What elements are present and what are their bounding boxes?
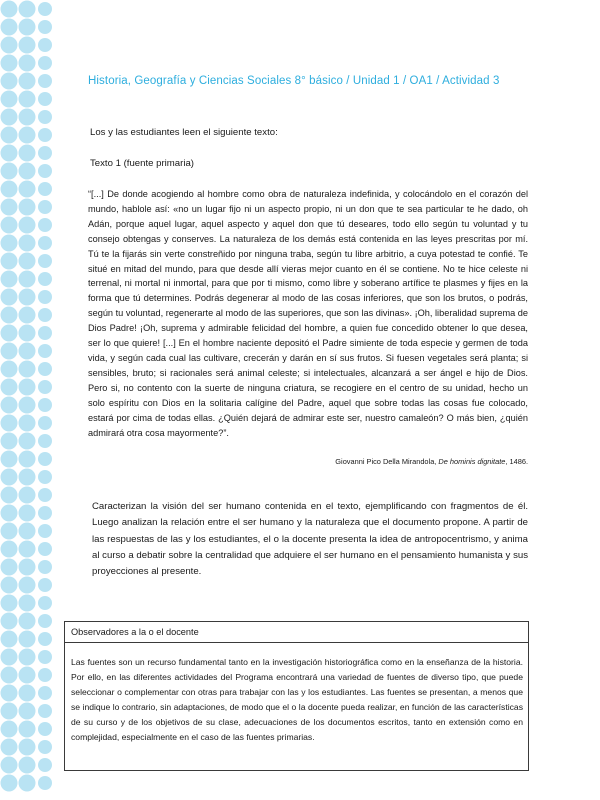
decorative-dot xyxy=(1,181,18,198)
decorative-dot xyxy=(19,127,36,144)
decorative-dot xyxy=(1,271,18,288)
decorative-dot xyxy=(1,685,18,702)
decorative-dot xyxy=(38,272,52,286)
decorative-dot xyxy=(38,596,52,610)
decorative-dot xyxy=(38,92,52,106)
decorative-dot xyxy=(1,667,18,684)
decorative-dot xyxy=(1,91,18,108)
decorative-dot xyxy=(38,398,52,412)
source-label: Texto 1 (fuente primaria) xyxy=(90,158,194,169)
decorative-dot xyxy=(1,307,18,324)
decorative-dot xyxy=(19,217,36,234)
decorative-dot xyxy=(19,109,36,126)
decorative-dot xyxy=(38,2,52,16)
decorative-dot xyxy=(19,595,36,612)
decorative-dot xyxy=(38,650,52,664)
decorative-dot xyxy=(1,127,18,144)
decorative-dot xyxy=(38,56,52,70)
decorative-dot xyxy=(19,415,36,432)
decorative-dot xyxy=(19,37,36,54)
decorative-dot xyxy=(19,199,36,216)
decorative-dot xyxy=(1,235,18,252)
decorative-dot xyxy=(1,199,18,216)
decorative-dot xyxy=(19,487,36,504)
decorative-dot xyxy=(38,218,52,232)
decorative-dot xyxy=(19,361,36,378)
decorative-dot xyxy=(19,325,36,342)
decorative-dot xyxy=(19,775,36,792)
decorative-dot xyxy=(38,290,52,304)
decorative-dot xyxy=(38,632,52,646)
decorative-dot xyxy=(38,128,52,142)
decorative-dot xyxy=(1,775,18,792)
decorative-dot xyxy=(1,289,18,306)
decorative-dot xyxy=(19,739,36,756)
decorative-dot xyxy=(19,613,36,630)
decorative-dot xyxy=(1,253,18,270)
activity-instructions: Caracterizan la visión del ser humano contenida en el texto, ejemplificando con fragmentos de él. Luego analizan la relación entre el ser humano y la naturaleza que el documento propone. A partir de las respuestas de las y los estudiantes, el o la docente presenta la idea de antropocentrismo, y anima al curso a debatir sobre la centralidad que adquiere el ser humano en el pensamiento humanista y sus proyecciones al presente. xyxy=(92,501,528,578)
decorative-dot xyxy=(1,721,18,738)
decorative-dot xyxy=(19,523,36,540)
decorative-dot xyxy=(1,379,18,396)
decorative-dot xyxy=(38,344,52,358)
decorative-dot xyxy=(19,469,36,486)
decorative-dot xyxy=(1,73,18,90)
decorative-dot xyxy=(19,703,36,720)
decorative-dot xyxy=(1,559,18,576)
citation-work: De hominis dignitate xyxy=(438,457,506,466)
decorative-dot xyxy=(19,145,36,162)
decorative-dot xyxy=(38,722,52,736)
decorative-dot xyxy=(38,20,52,34)
teacher-notes-title: Observadores a la o el docente xyxy=(71,627,199,637)
decorative-dot xyxy=(19,91,36,108)
decorative-dot xyxy=(38,200,52,214)
decorative-dot xyxy=(38,182,52,196)
decorative-dot xyxy=(1,613,18,630)
decorative-dot xyxy=(38,614,52,628)
decorative-dot xyxy=(19,253,36,270)
decorative-dot xyxy=(1,595,18,612)
decorative-dot xyxy=(38,470,52,484)
decorative-dot xyxy=(1,343,18,360)
decorative-dot xyxy=(38,686,52,700)
decorative-dot xyxy=(38,758,52,772)
decorative-dot xyxy=(19,559,36,576)
teacher-notes-body: Las fuentes son un recurso fundamental tanto en la investigación historiográfica como en la enseñanza de la historia. Por ello, en las diferentes actividades del Programa encontrará una variedad de fuentes de diverso tipo, que puede seleccionar o complementar con otras para trabajar con las y los estudiantes. Las fuentes se presentan, a menos que se indique lo contrario, sin adaptaciones, de modo que el o la docente pueda realizar, en función de las características de su curso y de los objetivos de su clase, adecuaciones de los documentos escritos, tanto en extensión como en complejidad, especialmente en el caso de las fuentes primarias. xyxy=(71,657,523,742)
decorative-dot xyxy=(38,380,52,394)
decorative-dot xyxy=(38,38,52,52)
decorative-dot xyxy=(1,37,18,54)
decorative-dot xyxy=(1,505,18,522)
decorative-dot xyxy=(38,506,52,520)
decorative-dot xyxy=(38,524,52,538)
decorative-dot xyxy=(1,325,18,342)
decorative-dot xyxy=(19,433,36,450)
decorative-dot xyxy=(19,649,36,666)
decorative-dot xyxy=(19,577,36,594)
decorative-dot xyxy=(1,451,18,468)
decorative-dot xyxy=(19,73,36,90)
decorative-dot xyxy=(38,704,52,718)
decorative-dot xyxy=(19,343,36,360)
decorative-dot xyxy=(38,740,52,754)
decorative-dot xyxy=(19,721,36,738)
decorative-dot xyxy=(1,523,18,540)
decorative-dot xyxy=(19,181,36,198)
decorative-dot xyxy=(38,326,52,340)
decorative-dot xyxy=(38,164,52,178)
decorative-dot xyxy=(19,505,36,522)
source-citation xyxy=(335,457,528,466)
decorative-dot xyxy=(1,361,18,378)
decorative-dot xyxy=(38,434,52,448)
citation-author: Giovanni Pico Della Mirandola, xyxy=(335,457,437,466)
decorative-dot xyxy=(1,397,18,414)
dot-pattern xyxy=(0,0,62,800)
decorative-dot xyxy=(19,397,36,414)
decorative-dot xyxy=(19,271,36,288)
decorative-dot xyxy=(1,415,18,432)
decorative-dot xyxy=(1,163,18,180)
decorative-dot xyxy=(1,1,18,18)
decorative-dot xyxy=(1,433,18,450)
decorative-dot xyxy=(38,254,52,268)
decorative-dot xyxy=(38,308,52,322)
decorative-dot xyxy=(1,631,18,648)
decorative-dot xyxy=(19,1,36,18)
decorative-dot xyxy=(19,19,36,36)
decorative-dot xyxy=(1,541,18,558)
intro-text: Los y las estudiantes leen el siguiente texto: xyxy=(90,127,278,138)
decorative-dot xyxy=(38,452,52,466)
divider xyxy=(65,642,528,643)
decorative-dot xyxy=(1,649,18,666)
decorative-dot xyxy=(1,577,18,594)
decorative-dot xyxy=(1,757,18,774)
decorative-dot xyxy=(1,703,18,720)
decorative-dot xyxy=(38,362,52,376)
decorative-dot xyxy=(19,289,36,306)
decorative-dot xyxy=(38,110,52,124)
decorative-dot xyxy=(1,469,18,486)
decorative-dot xyxy=(38,146,52,160)
decorative-dot xyxy=(38,560,52,574)
teacher-notes-box xyxy=(64,621,529,771)
primary-source-quote: “[...] De donde acogiendo al hombre como obra de naturaleza indefinida, y colocándolo en el corazón del mundo, hablole así: «no un lugar fijo ni un aspecto propio, ni un don que te sea particular te he dado, oh Adán, porque aquel lugar, aquel aspecto y aquel don que tú deseares, todo ello según tu voluntad y tu consejo obtengas y conserves. La naturaleza de los demás está contenida en las leyes prescritas por mí. Tú te la fijarás sin verte constreñido por ninguna traba, según tu libre arbitrio, a cuya potestad te confié. Te situé en mitad del mundo, para que desde allí vieras mejor cuanto en él se contiene. No te hice celeste ni terrenal, ni mortal ni inmortal, para que por ti mismo, como libre y soberano artífice te plasmes y fijes en la forma que tú determines. Podrás degenerar al modo de las cosas inferiores, que son los brutos, o podrás, según tu voluntad, regenerarte al modo de las superiores, que son las divinas». ¡Oh, liberalidad suprema de Dios Padre! ¡Oh, suprema y admirable felicidad del hombre, a quien fue concedido obtener lo que desea, ser lo que quiere! [...] En el hombre naciente depositó el Padre simiente de toda especie y germen de toda vida, y según cada cual las cultivare, crecerán y darán en sí sus frutos. Si fuesen vegetales será planta; si sensibles, bruto; si racionales será animal celeste; si intelectuales, alcanzará a ser ángel e hijo de Dios. Pero si, no contento con la suerte de ninguna criatura, se recogiere en el centro de su unidad, hecho un solo espíritu con Dios en la solitaria calígine del Padre, aquel que sobre todas las cosas fue colocado, estará por cima de todas ellas. ¿Quién dejará de admirar este ser, nuestro camaleón? O más bien, ¿quién admirará otra cosa mayormente?”. xyxy=(88,189,528,438)
decorative-dot xyxy=(19,307,36,324)
decorative-dot xyxy=(19,631,36,648)
decorative-dot xyxy=(19,685,36,702)
decorative-dot xyxy=(38,668,52,682)
decorative-dot xyxy=(38,416,52,430)
decorative-dot xyxy=(19,451,36,468)
decorative-dot xyxy=(19,757,36,774)
decorative-dot xyxy=(19,235,36,252)
decorative-dot xyxy=(38,236,52,250)
decorative-dot xyxy=(19,667,36,684)
breadcrumb: Historia, Geografía y Ciencias Sociales 8° básico / Unidad 1 / OA1 / Actividad 3 xyxy=(88,75,500,87)
decorative-dot xyxy=(1,55,18,72)
decorative-dot xyxy=(19,541,36,558)
decorative-dot xyxy=(1,19,18,36)
citation-year: , 1486. xyxy=(505,457,528,466)
decorative-dot xyxy=(19,163,36,180)
decorative-dot xyxy=(38,542,52,556)
decorative-dot xyxy=(1,145,18,162)
decorative-dot xyxy=(1,739,18,756)
decorative-dot xyxy=(1,487,18,504)
decorative-dot xyxy=(38,488,52,502)
decorative-dot xyxy=(38,776,52,790)
decorative-dot xyxy=(1,217,18,234)
decorative-dot xyxy=(38,74,52,88)
decorative-dot-strip xyxy=(0,0,62,800)
decorative-dot xyxy=(19,55,36,72)
decorative-dot xyxy=(19,379,36,396)
decorative-dot xyxy=(1,109,18,126)
decorative-dot xyxy=(38,578,52,592)
